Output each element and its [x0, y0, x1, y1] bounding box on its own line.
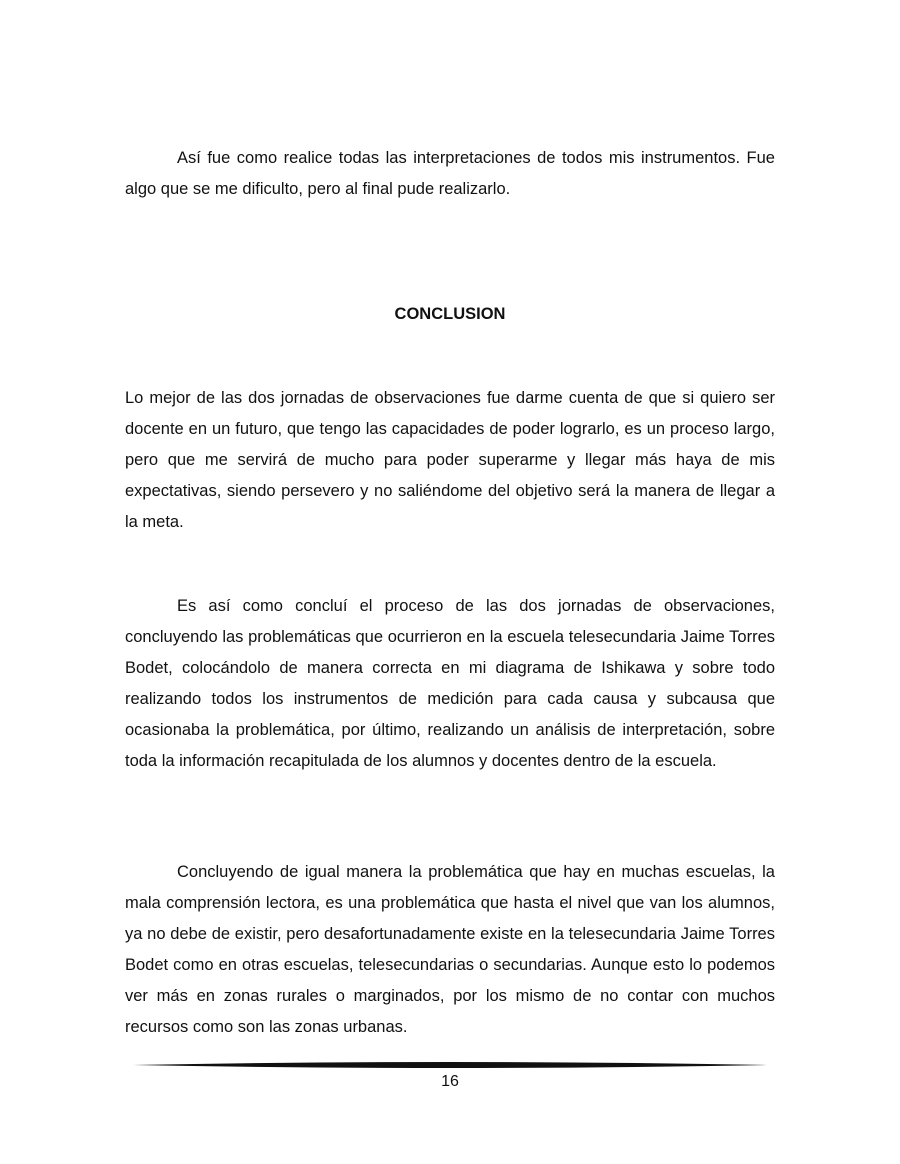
paragraph-conclusion-process: Es así como concluí el proceso de las dos jornadas de observaciones, concluyendo las problemáticas que ocurrieron en la escuela telesecundaria Jaime Torres Bodet, colocándolo de manera correcta en mi diagrama de Ishikawa y sobre todo realizando todos los instrumentos de medición para cada causa y subcausa que ocasionaba la problemática, por último, realizando un análisis de interpretación, sobre toda la información recapitulada de los alumnos y docentes dentro de la escuela.	[125, 597, 775, 770]
paragraph-conclusion-problem: Concluyendo de igual manera la problemática que hay en muchas escuelas, la mala comprensión lectora, es una problemática que hasta el nivel que van los alumnos, ya no debe de existir, pero desafortunadamente existe en la telesecundaria Jaime Torres Bodet como en otras escuelas, telesecundarias o secundarias. Aunque esto lo podemos ver más en zonas rurales o marginados, por los mismo de no contar con muchos recursos como son las zonas urbanas.	[125, 863, 775, 1036]
section-heading: CONCLUSION	[394, 305, 506, 323]
paragraph-interpretations: Así fue como realice todas las interpretaciones de todos mis instrumentos. Fue algo que se me dificulto, pero al final pude realizarlo.	[125, 149, 775, 198]
footer-divider	[133, 1058, 767, 1072]
paragraph-conclusion-intro: Lo mejor de las dos jornadas de observaciones fue darme cuenta de que si quiero ser docente en un futuro, que tengo las capacidades de poder lograrlo, es un proceso largo, pero que me servirá de mucho para poder superarme y llegar más haya de mis expectativas, siendo persevero y no saliéndome del objetivo será la manera de llegar a la meta.	[125, 389, 775, 531]
page-number: 16	[441, 1073, 459, 1090]
footer-divider-shape	[133, 1062, 767, 1068]
